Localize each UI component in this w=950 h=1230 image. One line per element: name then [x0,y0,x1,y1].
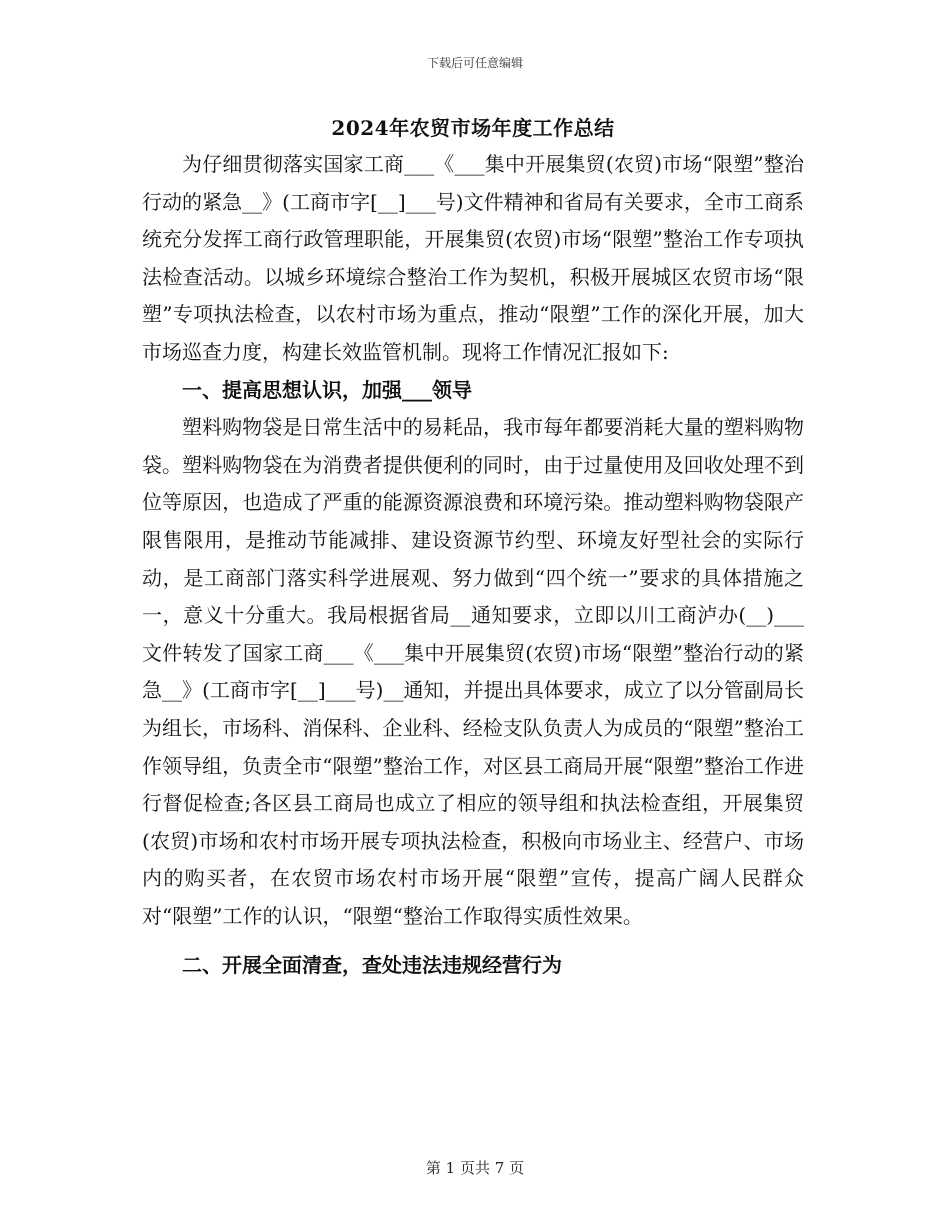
intro-paragraph: 为仔细贯彻落实国家工商___《___集中开展集贸(农贸)市场“限塑”整治行动的紧急__》(工商市字[__]___号)文件精神和省局有关要求，全市工商系统充分发挥工商行政管理职能，开展集贸(农贸)市场“限塑”整治工作专项执法检查活动。以城乡环境综合整治工作为契机，积极开展城区农贸市场“限塑”专项执法检查，以农村市场为重点，推动“限塑”工作的深化开展，加大市场巡查力度，构建长效监管机制。现将工作情况汇报如下: [142,152,804,364]
page-number: 第 1 页共 7 页 [425,1159,525,1177]
header-note: 下载后可任意编辑 [426,56,523,70]
document-body [142,112,804,985]
section-1-paragraph: 塑料购物袋是日常生活中的易耗品，我市每年都要消耗大量的塑料购物袋。塑料购物袋在为消费者提供便利的同时，由于过量使用及回收处理不到位等原因，也造成了严重的能源资源浪费和环境污染。推动塑料购物袋限产限售限用，是推动节能减排、建设资源节约型、环境友好型社会的实际行动，是工商部门落实科学进展观、努力做到“四个统一”要求的具体措施之一，意义十分重大。我局根据省局__通知要求，立即以川工商泸办(__)___文件转发了国家工商___《___集中开展集贸(农贸)市场“限塑”整治行动的紧急__》(工商市字[__]___号)__通知，并提出具体要求，成立了以分管副局长为组长，市场科、消保科、企业科、经检支队负责人为成员的“限塑”整治工作领导组，负责全市“限塑”整治工作，对区县工商局开展“限塑”整治工作进行督促检查;各区县工商局也成立了相应的领导组和执法检查组，开展集贸(农贸)市场和农村市场开展专项执法检查，积极向市场业主、经营户、市场内的购买者，在农贸市场农村市场开展“限塑”宣传，提高广阔人民群众对“限塑”工作的认识，“限塑“整治工作取得实质性效果。 [142,415,804,928]
section-1-heading: 一、提高思想认识，加强___领导 [182,377,472,402]
document-title: 2024年农贸市场年度工作总结 [331,116,615,140]
section-2-heading: 二、开展全面清查，查处违法违规经营行为 [182,953,562,978]
